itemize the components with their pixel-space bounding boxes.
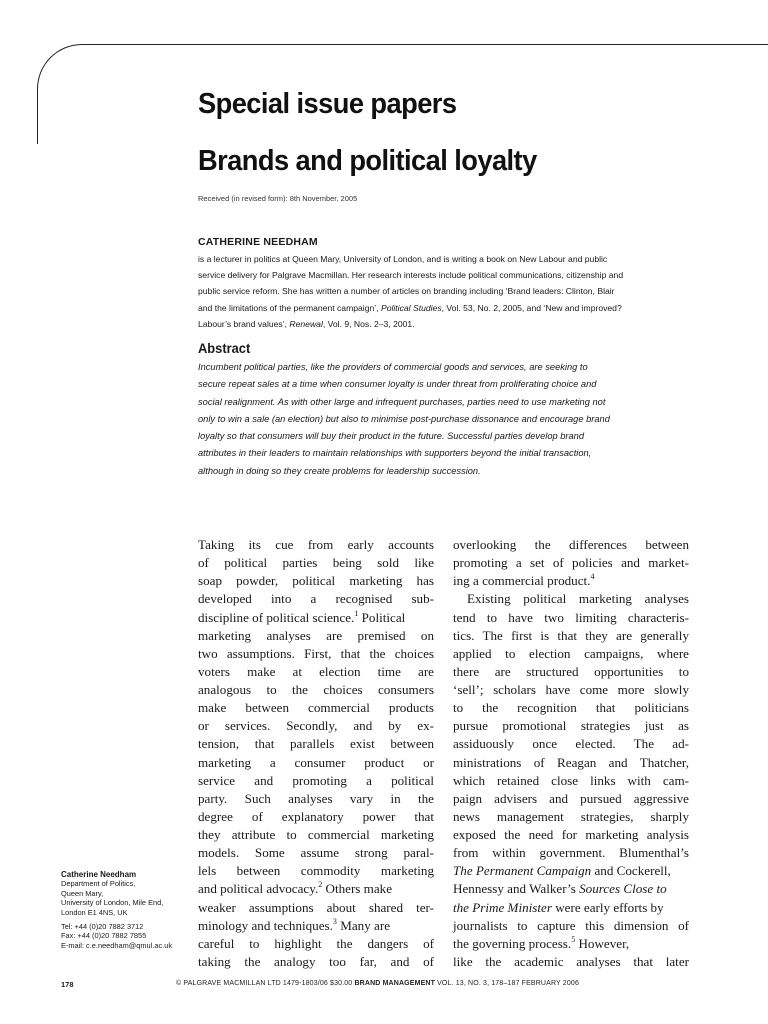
body-line: marketing analyses are premised on	[198, 627, 434, 643]
body-line: tics. The first is that they are generally	[453, 627, 689, 643]
affiliation-line: London E1 4NS, UK	[61, 907, 128, 917]
body-text: and political advocacy.	[198, 881, 319, 897]
body-text: Hennessy and Walker’s	[453, 881, 580, 897]
page-frame-corner	[37, 44, 82, 144]
body-line: two assumptions. First, that the choices	[198, 645, 434, 661]
affiliation-line: Queen Mary,	[61, 888, 104, 898]
body-line: journalists to capture this dimension of	[453, 917, 689, 933]
abstract-heading: Abstract	[198, 340, 251, 356]
author-bio	[198, 251, 676, 332]
body-line	[453, 899, 689, 917]
affiliation-line: Department of Politics,	[61, 879, 136, 889]
bio-line: service delivery for Palgrave Macmillan. Her research interests include political communications, citizenship and	[198, 270, 624, 281]
body-line: degree of explanatory power that	[198, 808, 434, 824]
body-line: overlooking the differences between	[453, 537, 689, 552]
abstract-line: although in doing so they create problems for leadership succession.	[198, 465, 481, 476]
section-title: Special issue papers	[198, 88, 457, 120]
affiliation-line: University of London, Mile End,	[61, 898, 164, 908]
body-line	[453, 880, 689, 898]
body-line: applied to election campaigns, where	[453, 645, 689, 661]
footnote-ref-2[interactable]: 2	[318, 880, 323, 890]
affiliation-tel: Tel: +44 (0)20 7882 3712	[61, 922, 144, 932]
body-line	[198, 880, 434, 898]
abstract-line: secure repeat sales at a time when consumer loyalty is under threat from proliferating choice and	[198, 379, 597, 390]
body-line: tend to have two limiting characteris-	[453, 609, 689, 625]
book-title-sources-close: Sources Close to	[579, 881, 667, 897]
body-line: lels between commodity marketing	[198, 863, 434, 879]
body-line	[198, 917, 434, 935]
author-affiliation	[61, 870, 172, 950]
body-text: discipline of political science.	[198, 609, 355, 625]
bio-text: and the limitations of the permanent campaign’,	[198, 302, 381, 313]
body-line: make between commercial products	[198, 700, 434, 716]
body-line: marketing a consumer product or	[198, 754, 434, 770]
body-line: ‘sell’; scholars have come more slowly	[453, 682, 689, 697]
body-line: paign advisers and pursued aggressive	[453, 790, 689, 806]
journal-name-political-studies: Political Studies	[380, 302, 442, 313]
body-column-right	[453, 536, 689, 971]
body-line	[453, 862, 689, 880]
bio-text: Labour’s brand values’,	[198, 318, 290, 329]
body-line: exposed the need for marketing analysis	[453, 827, 689, 842]
affiliation-fax: Fax: +44 (0)20 7882 7855	[61, 931, 147, 941]
affiliation-email[interactable]: E-mail: c.e.needham@qmul.ac.uk	[61, 940, 173, 950]
body-line	[453, 935, 689, 953]
abstract-line: attributes in their leaders to maintain relationships with supporters beyond the initial transaction,	[198, 448, 592, 459]
body-text: However,	[575, 935, 630, 951]
body-line: they attribute to commercial marketing	[198, 827, 434, 842]
body-line: voters make at election time are	[198, 663, 434, 679]
body-line	[453, 572, 689, 590]
body-line: from within government. Blumenthal’s	[453, 845, 689, 861]
body-text: minology and techniques.	[198, 917, 333, 933]
page-number: 178	[61, 980, 74, 989]
abstract-line: only to win a sale (an election) but also to minimise post-purchase dissonance and encourage brand	[198, 413, 610, 424]
body-line: Taking its cue from early accounts	[198, 537, 434, 552]
bio-line	[198, 300, 676, 316]
bio-text: , Vol. 9, Nos. 2–3, 2001.	[322, 318, 415, 329]
book-title-prime-minister: the Prime Minister	[453, 899, 552, 915]
body-line: like the academic analyses that later	[453, 953, 689, 969]
body-line: models. Some assume strong paral-	[198, 845, 434, 861]
body-line: weaker assumptions about shared ter-	[198, 899, 434, 915]
body-text: the governing process.	[453, 935, 572, 951]
body-text: ing a commercial product.	[453, 573, 591, 589]
footnote-ref-5[interactable]: 5	[571, 934, 576, 944]
footer-publisher: © PALGRAVE MACMILLAN LTD 1479-1803/06 $30.00	[176, 980, 355, 987]
article-title: Brands and political loyalty	[198, 145, 537, 177]
body-line: of political parties being sold like	[198, 555, 434, 571]
footnote-ref-1[interactable]: 1	[354, 608, 359, 618]
footer-citation	[176, 980, 579, 987]
body-line: service and promoting a political	[198, 772, 434, 788]
body-line: analogous to the choices consumers	[198, 682, 434, 697]
bio-text: , Vol. 53, No. 2, 2005, and ‘New and improved?	[441, 302, 622, 313]
body-line: pursue promotional strategies just as	[453, 718, 689, 734]
bio-line: is a lecturer in politics at Queen Mary, University of London, and is writing a book on New Labour and public	[198, 254, 608, 264]
body-text: Political	[358, 609, 406, 625]
body-line: news management strategies, sharply	[453, 808, 689, 824]
footer-journal: BRAND MANAGEMENT	[354, 980, 436, 987]
author-name: CATHERINE NEEDHAM	[198, 236, 318, 248]
body-line: or services. Secondly, and by ex-	[198, 718, 434, 734]
footnote-ref-3[interactable]: 3	[332, 916, 337, 926]
body-line: assiduously once elected. The ad-	[453, 736, 689, 752]
received-date: Received (in revised form): 8th November, 2005	[198, 194, 358, 203]
body-line: tension, that parallels exist between	[198, 736, 434, 752]
journal-name-renewal: Renewal	[289, 318, 323, 329]
affiliation-name: Catherine Needham	[61, 870, 137, 879]
abstract-line: loyalty so that consumers will buy their product in the future. Successful parties develop brand	[198, 431, 585, 442]
body-text: Others make	[322, 881, 393, 897]
body-line: party. Such analyses vary in the	[198, 790, 434, 806]
body-line: careful to highlight the dangers of	[198, 935, 434, 951]
abstract-line: Incumbent political parties, like the providers of commercial goods and services, are seeking to	[198, 362, 588, 372]
body-line	[198, 609, 434, 627]
body-text: and Cockerell,	[591, 863, 671, 879]
body-line: developed into a recognised sub-	[198, 591, 434, 607]
body-line: ministrations of Reagan and Thatcher,	[453, 754, 689, 770]
body-line: Existing political marketing analyses	[467, 591, 689, 607]
abstract-line: social realignment. As with other large and infrequent purchases, parties need to use marketing not	[198, 396, 606, 407]
footnote-ref-4[interactable]: 4	[590, 572, 595, 582]
body-line: taking the analogy too far, and of	[198, 953, 434, 969]
bio-line	[198, 316, 676, 332]
body-column-left	[198, 536, 434, 971]
page-frame-top-rule	[82, 44, 768, 45]
body-line: to the recognition that politicians	[453, 700, 689, 716]
body-line: promoting a set of policies and market-	[453, 555, 689, 571]
body-line: there are structured opportunities to	[453, 663, 689, 679]
body-text: were early efforts by	[551, 899, 664, 915]
body-text: Many are	[336, 917, 391, 933]
bio-line: public service reform. She has written a number of articles on branding including ‘Brand leaders: Clinton, Blair	[198, 286, 615, 297]
abstract-text	[198, 359, 676, 480]
body-line: soap powder, political marketing has	[198, 573, 434, 589]
footer-issue: VOL. 13, NO. 3, 178–187 FEBRUARY 2006	[435, 980, 579, 987]
body-line: which retained close links with cam-	[453, 772, 689, 788]
book-title-permanent-campaign: The Permanent Campaign	[453, 863, 592, 879]
